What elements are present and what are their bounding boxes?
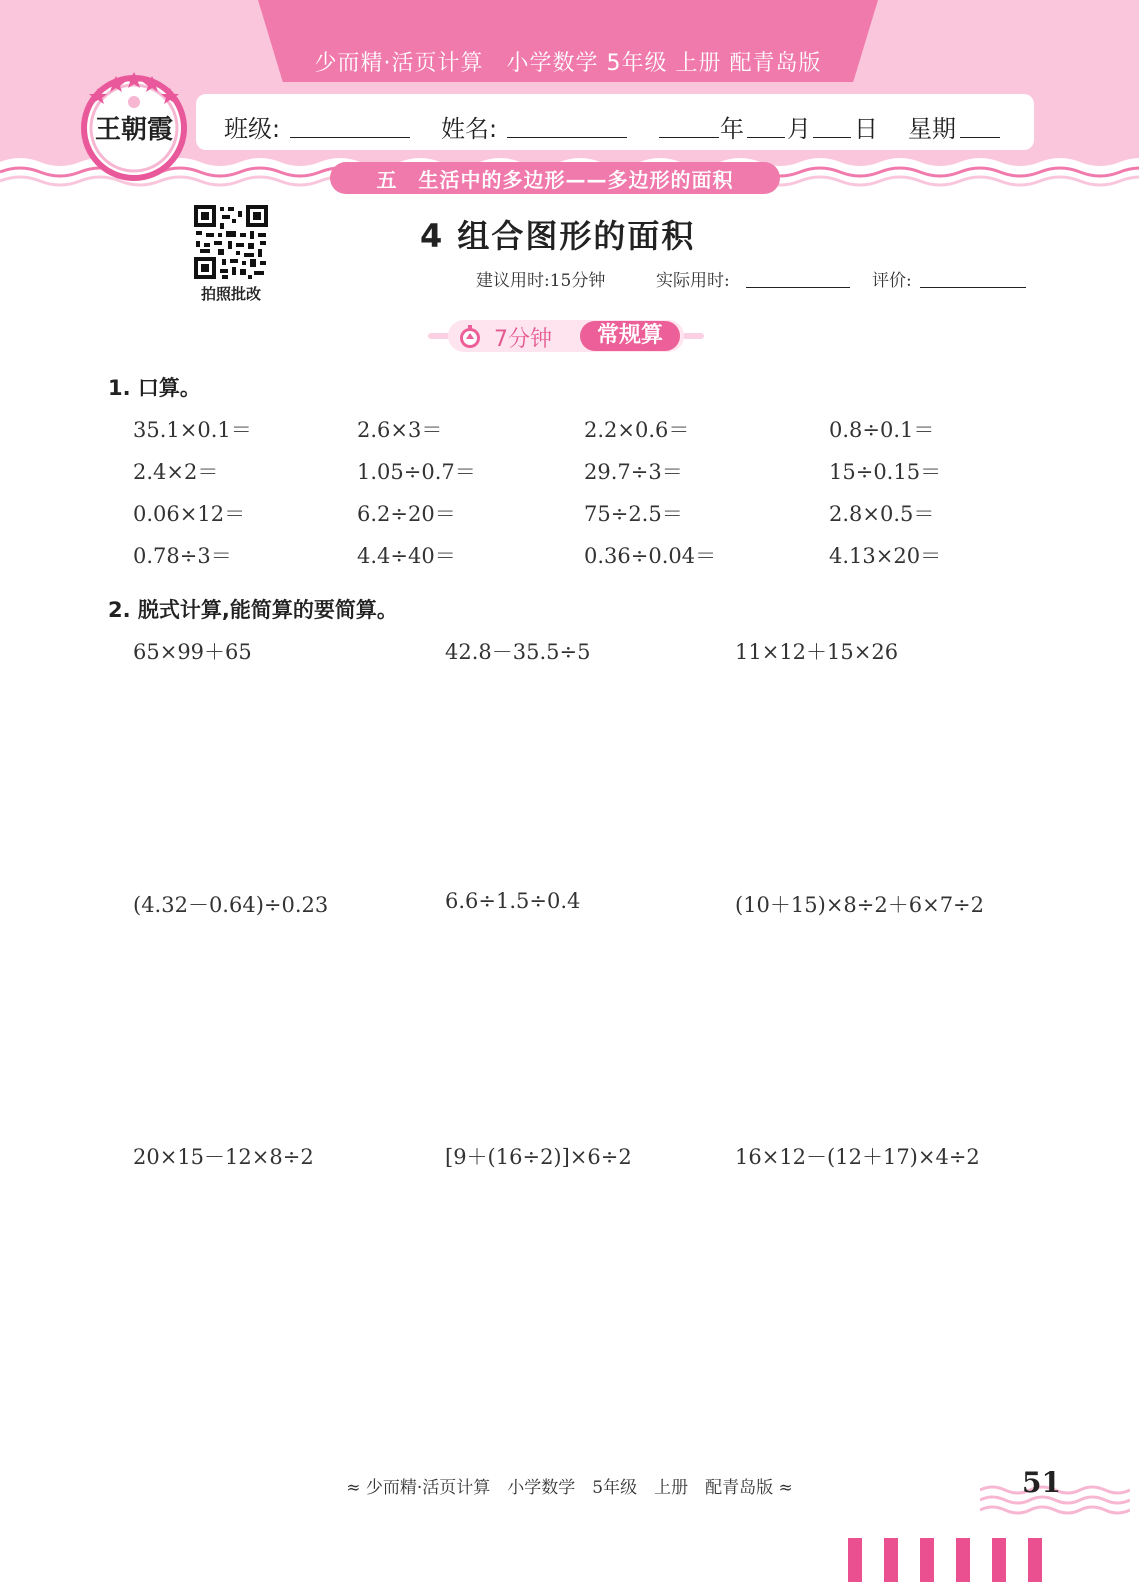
day-label: 日: [854, 115, 878, 143]
weekday-field[interactable]: [960, 137, 1000, 138]
q1-expression: 2.4×2＝: [133, 460, 219, 484]
q2-expression: 20×15－12×8÷2: [133, 1145, 314, 1169]
qr-code-icon[interactable]: [192, 203, 270, 281]
q2-expression: [9＋(16÷2)]×6÷2: [445, 1145, 632, 1169]
q2-expression: (10＋15)×8÷2＋6×7÷2: [735, 893, 985, 917]
footer-bar: [848, 1538, 862, 1582]
q1-expression: 0.8÷0.1＝: [829, 418, 935, 442]
logo-text: 王朝霞: [94, 115, 174, 145]
q1-expression: 35.1×0.1＝: [133, 418, 252, 442]
q2-expression: 16×12－(12＋17)×4÷2: [735, 1145, 980, 1169]
q2-expression: (4.32－0.64)÷0.23: [133, 893, 329, 917]
q1-expression: 2.8×0.5＝: [829, 502, 935, 526]
q1-expression: 1.05÷0.7＝: [357, 460, 476, 484]
evaluation-field[interactable]: [920, 287, 1026, 288]
stopwatch-icon: [457, 324, 483, 350]
footer-bar: [1028, 1538, 1042, 1582]
brand-logo-icon: [76, 66, 192, 182]
q1-expression: 29.7÷3＝: [584, 460, 683, 484]
page-number: 51: [1022, 1466, 1061, 1499]
year-label: 年: [720, 115, 744, 143]
footer-bar: [884, 1538, 898, 1582]
weekday-label: 星期: [908, 115, 956, 143]
q1-expression: 6.2÷20＝: [357, 502, 456, 526]
q1-expression: 4.4÷40＝: [357, 544, 456, 568]
q1-expression: 75÷2.5＝: [584, 502, 683, 526]
section-time: 7分钟: [494, 327, 552, 352]
question2-title: 2. 脱式计算,能简算的要简算。: [108, 598, 398, 622]
suggested-time: 建议用时:15分钟: [476, 271, 606, 291]
q1-expression: 4.13×20＝: [829, 544, 942, 568]
class-field[interactable]: [290, 137, 410, 138]
evaluation-label: 评价:: [872, 271, 912, 291]
q1-expression: 15÷0.15＝: [829, 460, 942, 484]
section-tag: 常规算: [580, 321, 680, 351]
q1-expression: 0.36÷0.04＝: [584, 544, 717, 568]
footer-bar: [920, 1538, 934, 1582]
year-field[interactable]: [659, 137, 719, 138]
actual-time-field[interactable]: [746, 287, 850, 288]
series-title: 少而精·活页计算 小学数学 5年级 上册 配青岛版: [314, 51, 822, 76]
month-label: 月: [787, 115, 811, 143]
qr-label: 拍照批改: [200, 285, 261, 303]
q1-expression: 0.06×12＝: [133, 502, 246, 526]
footer-bar: [992, 1538, 1006, 1582]
name-field[interactable]: [507, 137, 627, 138]
name-label: 姓名:: [441, 115, 498, 143]
footer-bar: [956, 1538, 970, 1582]
q1-expression: 0.78÷3＝: [133, 544, 232, 568]
day-field[interactable]: [813, 137, 851, 138]
q2-expression: 11×12＋15×26: [735, 640, 899, 664]
question1-title: 1. 口算。: [108, 376, 201, 400]
actual-time-label: 实际用时:: [656, 271, 730, 291]
q2-expression: 6.6÷1.5÷0.4: [445, 889, 581, 913]
unit-title: 五 生活中的多边形——多边形的面积: [376, 168, 734, 192]
class-label: 班级:: [224, 115, 281, 143]
q2-expression: 42.8－35.5÷5: [445, 640, 591, 664]
q1-expression: 2.6×3＝: [357, 418, 443, 442]
lesson-title: 4 组合图形的面积: [420, 217, 696, 255]
footer-text: ≈ 少而精·活页计算 小学数学 5年级 上册 配青岛版 ≈: [346, 1478, 793, 1498]
q1-expression: 2.2×0.6＝: [584, 418, 690, 442]
month-field[interactable]: [747, 137, 785, 138]
q2-expression: 65×99＋65: [133, 640, 252, 664]
